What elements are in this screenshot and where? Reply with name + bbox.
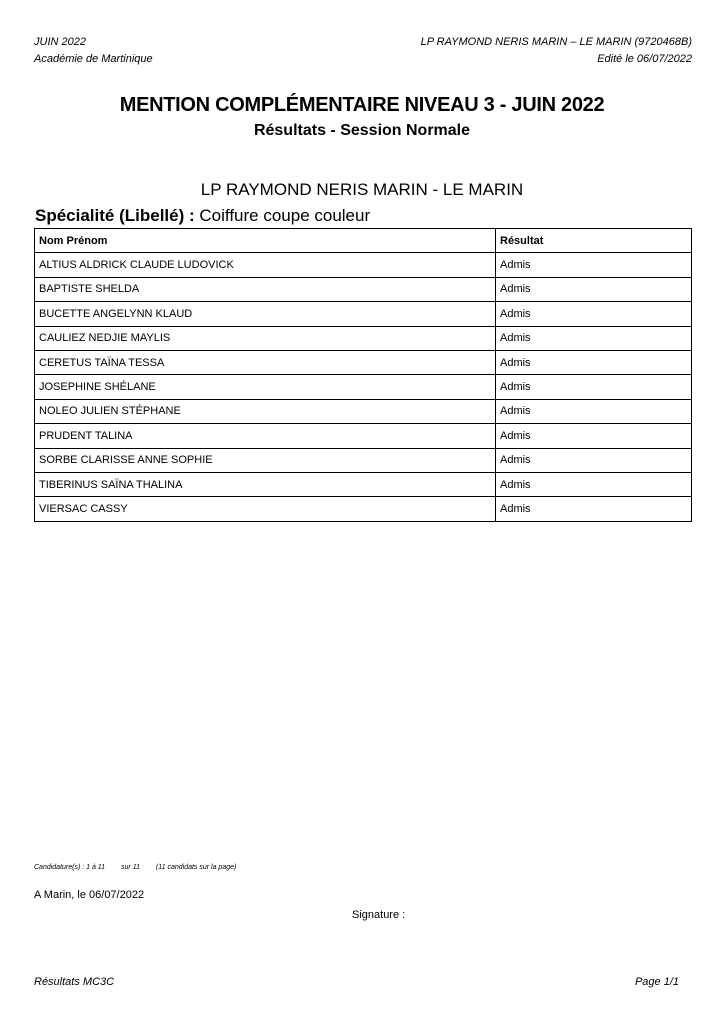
table-row [35, 448, 692, 472]
table-row [35, 253, 692, 277]
school-code-label: LP RAYMOND NERIS MARIN – LE MARIN (9720468B) [420, 36, 692, 48]
candidate-result: Admis [496, 448, 692, 472]
header-right [421, 34, 692, 68]
place-date: A Marin, le 06/07/2022 [34, 889, 145, 901]
page-number: Page 1/1 [634, 976, 679, 988]
table-row [35, 424, 692, 448]
page-subtitle: Résultats - Session Normale [253, 122, 471, 139]
candidate-name: PRUDENT TALINA [35, 424, 496, 448]
speciality-label: Spécialité (Libellé) : [35, 206, 195, 225]
table-row [35, 277, 692, 301]
candidate-name: VIERSAC CASSY [35, 497, 496, 521]
table-row [35, 302, 692, 326]
table-row [35, 399, 692, 423]
signature-label: Signature : [352, 909, 406, 921]
table-row [35, 497, 692, 521]
candidate-result: Admis [496, 375, 692, 399]
count-total: sur 11 [121, 864, 140, 871]
candidate-result: Admis [496, 399, 692, 423]
results-table [34, 228, 692, 522]
count-page-note: (11 candidats sur la page) [155, 864, 237, 871]
candidate-result: Admis [496, 424, 692, 448]
table-row [35, 375, 692, 399]
table-row [35, 472, 692, 496]
candidate-count [34, 864, 250, 871]
table-row [35, 350, 692, 374]
edit-date-label: Edité le 06/07/2022 [597, 53, 692, 65]
candidate-result: Admis [496, 472, 692, 496]
table-header-row [35, 229, 692, 253]
candidate-result: Admis [496, 277, 692, 301]
academy-label: Académie de Martinique [34, 53, 153, 65]
candidate-name: CAULIEZ NEDJIE MAYLIS [35, 326, 496, 350]
session-label: JUIN 2022 [34, 36, 86, 48]
page-title: MENTION COMPLÉMENTAIRE NIVEAU 3 - JUIN 2022 [119, 94, 605, 116]
speciality-value: Coiffure coupe couleur [199, 206, 371, 225]
candidate-result: Admis [496, 350, 692, 374]
footer-document-label: Résultats MC3C [34, 976, 115, 988]
candidate-result: Admis [496, 497, 692, 521]
candidate-name: JOSEPHINE SHÉLANE [35, 375, 496, 399]
speciality-line [35, 206, 370, 226]
count-range: Candidature(s) : 1 à 11 [34, 864, 106, 871]
school-name: LP RAYMOND NERIS MARIN - LE MARIN [200, 180, 524, 199]
candidate-name: ALTIUS ALDRICK CLAUDE LUDOVICK [35, 253, 496, 277]
candidate-name: NOLEO JULIEN STÉPHANE [35, 399, 496, 423]
candidate-result: Admis [496, 302, 692, 326]
candidate-result: Admis [496, 253, 692, 277]
candidate-name: BAPTISTE SHELDA [35, 277, 496, 301]
candidate-result: Admis [496, 326, 692, 350]
column-header-result: Résultat [496, 229, 692, 253]
header-left [34, 34, 153, 68]
candidate-name: TIBERINUS SAÏNA THALINA [35, 472, 496, 496]
table-row [35, 326, 692, 350]
candidate-name: CERETUS TAÏNA TESSA [35, 350, 496, 374]
candidate-name: BUCETTE ANGELYNN KLAUD [35, 302, 496, 326]
candidate-name: SORBE CLARISSE ANNE SOPHIE [35, 448, 496, 472]
column-header-name: Nom Prénom [35, 229, 496, 253]
